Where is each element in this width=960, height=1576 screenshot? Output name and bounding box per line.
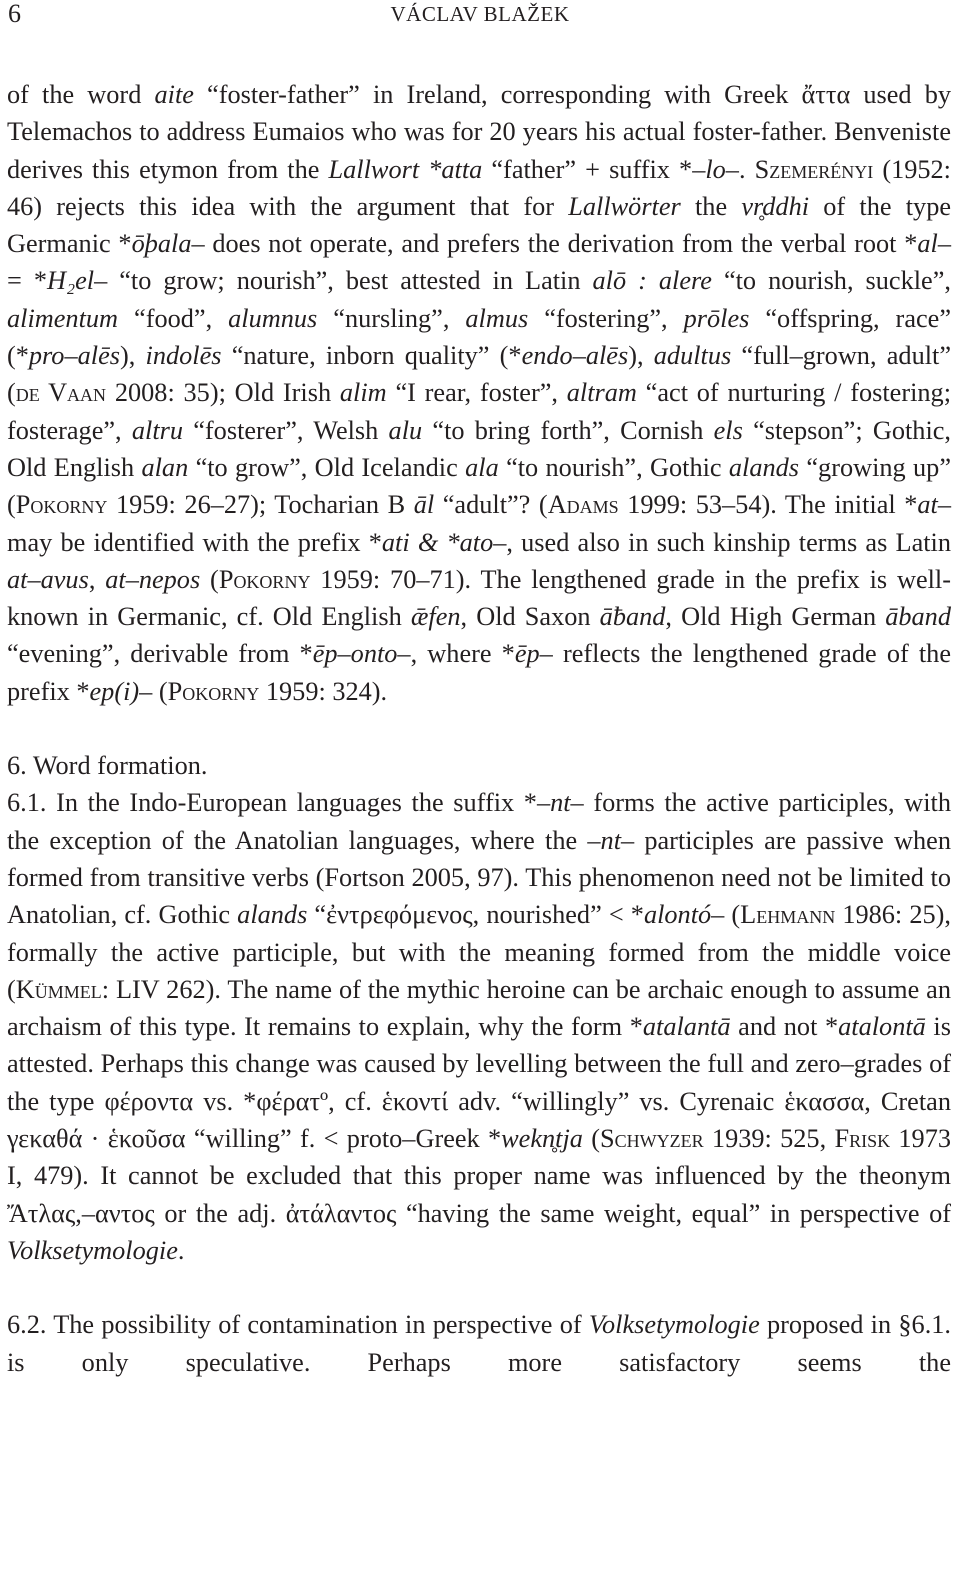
text-run: = * <box>7 266 47 296</box>
author-citation: Pokorny <box>15 490 108 520</box>
text-run: “to grow; nourish”, best attested in Latin <box>107 266 593 296</box>
italic-term: atalontā <box>838 1012 926 1042</box>
author-citation: Lehmann <box>740 900 836 930</box>
italic-term: altram <box>566 378 637 408</box>
running-head: VÁCLAV BLAŽEK <box>390 2 570 26</box>
section-spacer <box>7 1269 951 1306</box>
italic-term: Lallwort *atta <box>328 154 483 184</box>
text-run: 1939: 525, <box>703 1124 835 1154</box>
italic-term: ala <box>465 452 499 482</box>
text-run: , <box>88 564 106 594</box>
text-run: “ἐντρεφόμενος, nourished” < * <box>307 900 644 930</box>
paragraph <box>7 1306 951 1381</box>
page-number: 6 <box>8 0 21 28</box>
italic-term: alimentum <box>7 303 119 333</box>
italic-term: atalantā <box>642 1012 731 1042</box>
italic-term: alands <box>237 900 308 930</box>
author-citation: Pokorny <box>218 564 311 594</box>
text-run: . <box>738 154 755 184</box>
text-run: 1973 I, 479). It cannot be excluded that this proper name was influenced by the theonym Ἄτλας,–αντος or the adj. ἀτάλαντος “having the same weight, equal” in perspective of <box>7 1124 951 1228</box>
italic-term: ǣfen <box>410 602 461 632</box>
text-run: and not * <box>730 1012 839 1042</box>
italic-term: els <box>713 415 743 445</box>
italic-term: –nt– <box>587 825 635 855</box>
text-run: 1959: 70–71). The lengthened grade in the prefix is well-known in Germanic, cf. Old English <box>7 564 951 632</box>
section-heading <box>7 747 951 784</box>
italic-term: alim <box>339 378 387 408</box>
text-run: “offspring, race” (* <box>7 303 952 371</box>
text-run: “act of nurturing / fostering; fosterage”, <box>7 378 951 445</box>
text-run: “stepson”; Gothic, Old English <box>7 415 952 482</box>
italic-term: alu <box>388 415 423 445</box>
text-run: “to nourish”, Gothic <box>498 452 729 482</box>
author-citation: Pokorny <box>167 676 260 706</box>
text-run: 6.2. The possibility of contamination in perspective of <box>7 1310 589 1340</box>
italic-term: ēp– <box>514 639 553 669</box>
italic-term: Volksetymologie <box>588 1310 760 1340</box>
text-run: “full–grown, adult” ( <box>7 341 951 408</box>
text-run: “to nourish, suckle”, <box>711 266 951 296</box>
italic-term: altru <box>131 415 184 445</box>
italic-term: ōþala– <box>131 229 205 259</box>
italic-term: endo–alēs <box>521 341 629 371</box>
italic-term: al– <box>917 229 951 259</box>
text-run: “to grow”, Old Icelandic <box>188 452 466 482</box>
text-run: does not operate, and prefers the derivation from the verbal root * <box>204 229 918 259</box>
italic-term: Volksetymologie <box>7 1235 178 1265</box>
text-run: ( <box>152 676 168 706</box>
text-run: , Old High German <box>665 602 886 632</box>
italic-term: adultus <box>653 341 732 371</box>
italic-term: aite <box>154 80 194 109</box>
italic-term: H₂el– <box>46 266 108 296</box>
italic-term: at–avus <box>7 564 89 594</box>
text-run: of the word <box>7 80 155 109</box>
text-run: “growing up” ( <box>7 452 952 520</box>
text-run: “fostering”, <box>528 303 684 333</box>
text-run: 2008: 35); Old Irish <box>106 378 340 408</box>
author-citation: Frisk <box>834 1124 891 1154</box>
text-run: “fosterer”, Welsh <box>183 415 389 445</box>
italic-term: āl <box>413 490 435 520</box>
text-run: the <box>680 191 742 221</box>
text-run: of the type Germanic * <box>7 191 952 259</box>
italic-term: almus <box>465 303 529 333</box>
italic-term: alumnus <box>228 303 318 333</box>
text-run: , Old Saxon <box>460 602 600 632</box>
text-run: “nature, inborn quality” (* <box>221 341 522 371</box>
text-run: : LIV 262). The name of the mythic heroine can be archaic enough to assume an archaism of this type. It remains to explain, why the form * <box>7 974 951 1042</box>
text-run: 6. Word formation. <box>7 751 208 781</box>
text-run: 1999: 53–54). The initial * <box>618 490 918 520</box>
italic-term: –nt– <box>536 788 584 818</box>
text-run: reflects the lengthened grade of the prefix * <box>7 639 951 706</box>
italic-term: prōles <box>683 303 750 333</box>
italic-term: alands <box>728 452 800 482</box>
text-run: “evening”, derivable from * <box>7 639 313 669</box>
paragraph <box>7 76 951 710</box>
text-run: ( <box>724 900 741 930</box>
text-run: “food”, <box>118 303 229 333</box>
text-run: 1959: 26–27); Tocharian B <box>107 490 414 520</box>
italic-term: indolēs <box>145 341 222 371</box>
body-text <box>7 76 951 1381</box>
author-citation: Szemerényi <box>754 154 874 184</box>
text-run: may be identified with the prefix * <box>7 527 382 557</box>
text-run: , used also in such kinship terms as Latin <box>506 527 951 557</box>
author-citation: de Vaan <box>15 378 107 408</box>
text-run: . <box>177 1235 185 1265</box>
italic-term: alontó– <box>643 900 725 930</box>
text-run: “to bring forth”, Cornish <box>422 415 714 445</box>
text-run: (1952: 46) rejects this idea with the argument that for <box>7 154 951 221</box>
author-citation: Adams <box>547 490 619 520</box>
italic-term: ati & *ato– <box>381 527 507 557</box>
text-run: ), <box>628 341 654 371</box>
italic-term: Lallwörter <box>568 191 681 221</box>
italic-term: vr̥ddhi <box>741 191 810 221</box>
paragraph <box>7 784 951 1269</box>
text-run: ( <box>582 1124 600 1154</box>
text-run: ), <box>119 341 146 371</box>
author-citation: Schwyzer <box>600 1124 704 1154</box>
text-run: ( <box>200 564 219 594</box>
text-run: “father” + suffix * <box>482 154 693 184</box>
text-run: 1959: 324). <box>259 676 388 706</box>
text-run: , where * <box>410 639 515 669</box>
italic-term: āƀand <box>599 602 666 632</box>
text-run: is attested. Perhaps this change was caused by levelling between the full and zero–grades of the type φέροντα vs. *φέρατº, cf. ἑκοντί adv. “willingly” vs. Cyrenaic ἑκασσα, Cretan γεκαθά · ἑκοῦσα “willing” f. < proto–Greek * <box>7 1012 951 1154</box>
italic-term: at–nepos <box>105 564 201 594</box>
italic-term: –lo– <box>692 154 739 184</box>
italic-term: at– <box>917 490 951 520</box>
italic-term: alō : alere <box>592 266 712 296</box>
text-run: 1986: 25), formally the active participle, but with the meaning formed from the middle voice ( <box>7 900 951 1004</box>
text-run: 6.1. In the Indo-European languages the suffix * <box>7 788 537 818</box>
italic-term: ep(i)– <box>89 676 153 706</box>
section-spacer <box>7 710 951 747</box>
text-run: proposed in §6.1. is only speculative. Perhaps more satisfactory seems the <box>7 1310 951 1377</box>
italic-term: āband <box>885 602 951 632</box>
italic-term: pro–alēs <box>28 341 120 371</box>
text-run: “nursling”, <box>317 303 466 333</box>
text-run: “adult”? ( <box>434 490 548 520</box>
text-run: participles are passive when formed from transitive verbs (Fortson 2005, 97). This phenomenon need not be limited to Anatolian, cf. Gothic <box>7 825 951 930</box>
italic-term: ēp–onto– <box>312 639 411 669</box>
italic-term: wekn̥tja <box>501 1124 583 1154</box>
text-run: forms the active participles, with the exception of the Anatolian languages, where the <box>7 788 952 855</box>
text-run: “foster-father” in Ireland, corresponding with Greek ἄττα used by Telemachos to address Eumaios who was for 20 years his actual foster-father. Benveniste derives this etymon from the <box>7 80 951 184</box>
author-citation: Kümmel <box>15 974 102 1004</box>
text-run: “I rear, foster”, <box>386 378 567 408</box>
italic-term: alan <box>141 452 189 482</box>
